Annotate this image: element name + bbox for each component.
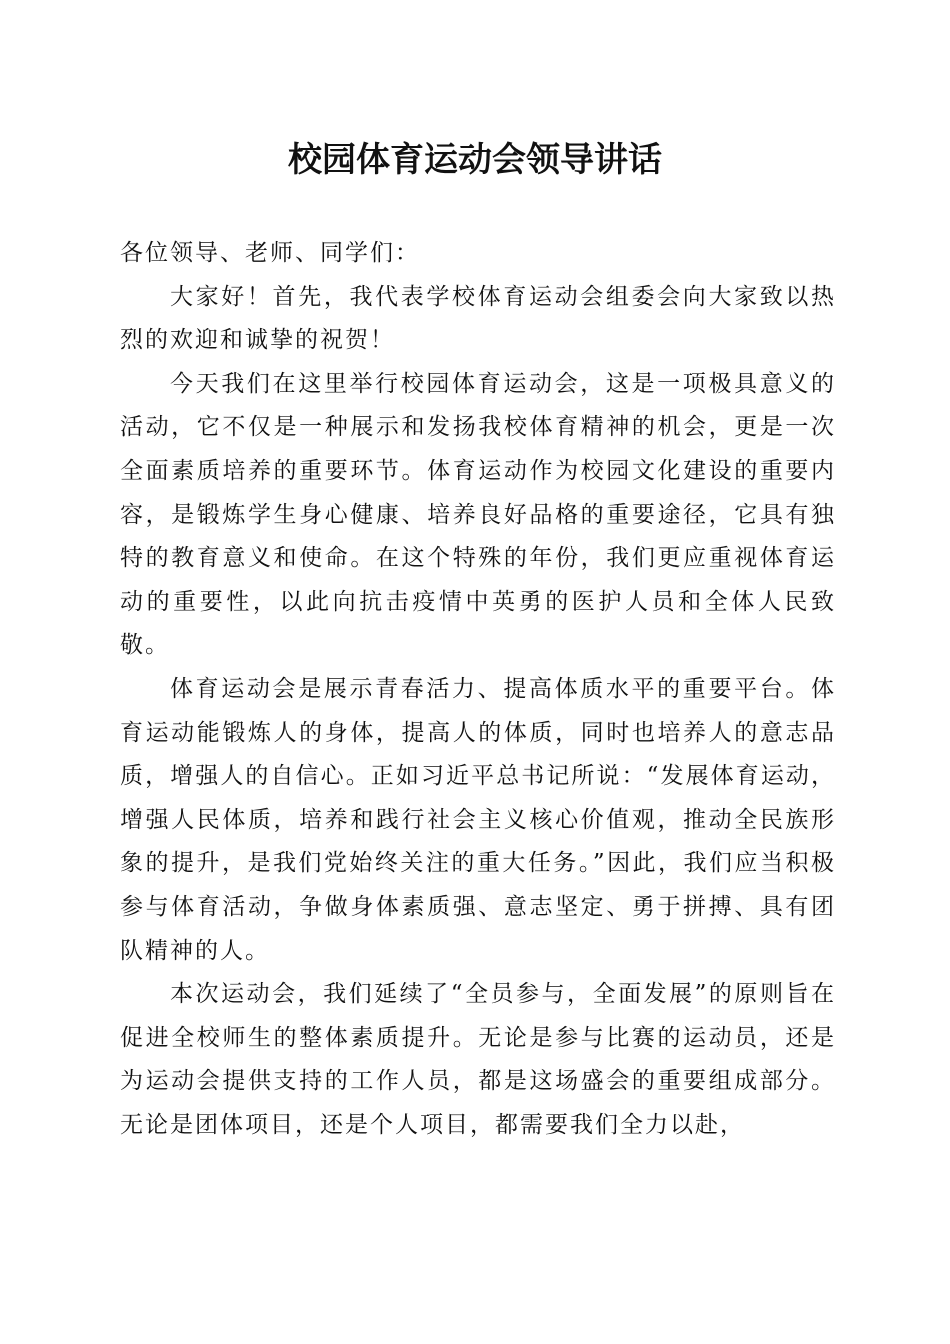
paragraph-3: 体育运动会是展示青春活力、提高体质水平的重要平台。体育运动能锻炼人的身体，提高人的体质，同时也培养人的意志品质，增强人的自信心。正如习近平总书记所说：“发展体育运动，增强人民体质，培养和践行社会主义核心价值观，推动全民族形象的提升，是我们党始终关注的重大任务。”因此，我们应当积极参与体育活动，争做身体素质强、意志坚定、勇于拼搏、具有团队精神的人。 bbox=[120, 675, 836, 964]
paragraph-1: 大家好！首先，我代表学校体育运动会组委会向大家致以热烈的欢迎和诚挚的祝贺！ bbox=[120, 283, 836, 354]
salutation: 各位领导、老师、同学们： bbox=[120, 240, 420, 266]
document-title: 校园体育运动会领导讲话 bbox=[288, 140, 662, 180]
paragraph-4: 本次运动会，我们延续了“全员参与，全面发展”的原则旨在促进全校师生的整体素质提升。无论是参与比赛的运动员，还是为运动会提供支持的工作人员，都是这场盛会的重要组成部分。无论是团体项目，还是个人项目，都需要我们全力以赴， bbox=[120, 981, 836, 1138]
document-body bbox=[120, 232, 836, 1147]
paragraph-2: 今天我们在这里举行校园体育运动会，这是一项极具意义的活动，它不仅是一种展示和发扬我校体育精神的机会，更是一次全面素质培养的重要环节。体育运动作为校园文化建设的重要内容，是锻炼学生身心健康、培养良好品格的重要途径，它具有独特的教育意义和使命。在这个特殊的年份，我们更应重视体育运动的重要性，以此向抗击疫情中英勇的医护人员和全体人民致敬。 bbox=[120, 370, 836, 659]
